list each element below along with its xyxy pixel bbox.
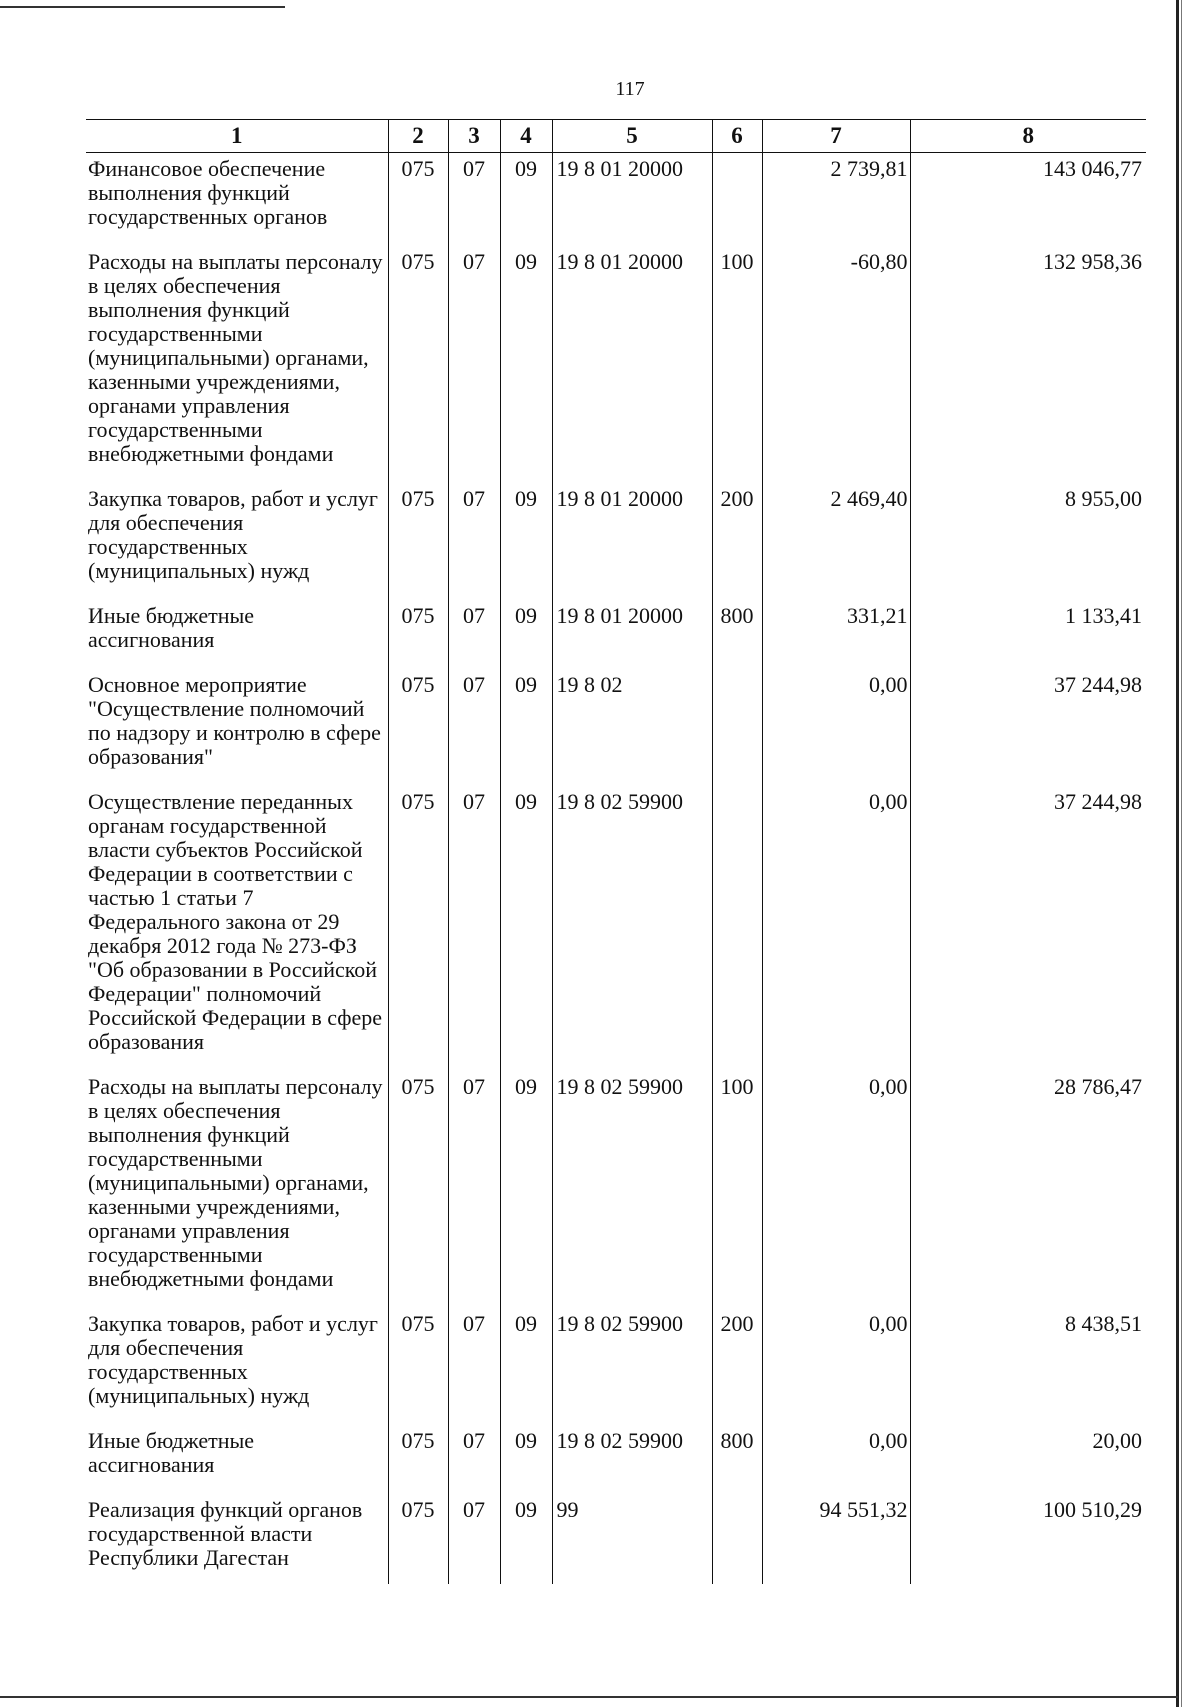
- row-col-5: 19 8 02 59900: [552, 786, 712, 1071]
- row-col-4: 09: [500, 483, 552, 600]
- table-header-row: [86, 120, 1146, 153]
- row-col-8: 28 786,47: [910, 1071, 1146, 1308]
- row-col-4: 09: [500, 1071, 552, 1308]
- row-col-5: 99: [552, 1494, 712, 1584]
- row-col-2: 075: [388, 1308, 448, 1425]
- row-col-7: 0,00: [762, 1071, 910, 1308]
- row-col-8: 132 958,36: [910, 246, 1146, 483]
- table-row: [86, 483, 1146, 600]
- scan-edge-right: [1176, 0, 1179, 1707]
- row-col-3: 07: [448, 246, 500, 483]
- row-col-3: 07: [448, 1071, 500, 1308]
- row-col-5: 19 8 02 59900: [552, 1308, 712, 1425]
- row-col-7: 0,00: [762, 786, 910, 1071]
- row-name: Осуществление переданных органам государственной власти субъектов Российской Федерации в соответствии с частью 1 статьи 7 Федерального закона от 29 декабря 2012 года № 273-ФЗ "Об образовании в Российской Федерации" полномочий Российской Федерации в сфере образования: [86, 786, 388, 1071]
- row-col-4: 09: [500, 669, 552, 786]
- row-col-2: 075: [388, 153, 448, 247]
- row-col-4: 09: [500, 246, 552, 483]
- row-col-3: 07: [448, 1425, 500, 1494]
- row-col-5: 19 8 02 59900: [552, 1071, 712, 1308]
- table-row: [86, 1425, 1146, 1494]
- header-col-2: 2: [388, 120, 448, 153]
- row-col-6: [712, 786, 762, 1071]
- table-row: [86, 600, 1146, 669]
- row-col-8: 143 046,77: [910, 153, 1146, 247]
- row-col-3: 07: [448, 1308, 500, 1425]
- scan-edge-bottom: [0, 1696, 1178, 1698]
- row-name: Реализация функций органов государственной власти Республики Дагестан: [86, 1494, 388, 1584]
- row-col-3: 07: [448, 483, 500, 600]
- table-row: [86, 786, 1146, 1071]
- row-col-6: 200: [712, 483, 762, 600]
- row-col-6: [712, 153, 762, 247]
- page-number: 117: [615, 78, 645, 100]
- header-col-3: 3: [448, 120, 500, 153]
- row-name: Иные бюджетные ассигнования: [86, 600, 388, 669]
- row-col-7: 331,21: [762, 600, 910, 669]
- row-col-6: 800: [712, 600, 762, 669]
- row-col-8: 37 244,98: [910, 669, 1146, 786]
- header-col-5: 5: [552, 120, 712, 153]
- row-col-8: 1 133,41: [910, 600, 1146, 669]
- row-col-4: 09: [500, 1308, 552, 1425]
- row-col-7: 0,00: [762, 1308, 910, 1425]
- row-col-3: 07: [448, 786, 500, 1071]
- row-col-7: 2 469,40: [762, 483, 910, 600]
- row-name: Расходы на выплаты персоналу в целях обеспечения выполнения функций государственными (муниципальными) органами, казенными учреждениями, органами управления государственными внебюджетными фондами: [86, 246, 388, 483]
- row-col-2: 075: [388, 1425, 448, 1494]
- row-name: Иные бюджетные ассигнования: [86, 1425, 388, 1494]
- row-col-4: 09: [500, 786, 552, 1071]
- row-col-2: 075: [388, 600, 448, 669]
- row-col-5: 19 8 01 20000: [552, 246, 712, 483]
- row-name: Закупка товаров, работ и услуг для обеспечения государственных (муниципальных) нужд: [86, 483, 388, 600]
- table-row: [86, 153, 1146, 247]
- header-col-1: 1: [86, 120, 388, 153]
- row-col-5: 19 8 02: [552, 669, 712, 786]
- row-col-6: 100: [712, 1071, 762, 1308]
- row-col-6: 200: [712, 1308, 762, 1425]
- row-col-7: -60,80: [762, 246, 910, 483]
- row-col-3: 07: [448, 600, 500, 669]
- table-row: [86, 246, 1146, 483]
- row-col-4: 09: [500, 153, 552, 247]
- scan-edge-top: [0, 6, 285, 8]
- budget-table: [86, 119, 1146, 1584]
- row-col-4: 09: [500, 600, 552, 669]
- header-col-4: 4: [500, 120, 552, 153]
- row-col-6: [712, 669, 762, 786]
- row-col-3: 07: [448, 1494, 500, 1584]
- row-col-6: 800: [712, 1425, 762, 1494]
- header-col-7: 7: [762, 120, 910, 153]
- row-col-8: 8 438,51: [910, 1308, 1146, 1425]
- row-col-2: 075: [388, 786, 448, 1071]
- row-col-2: 075: [388, 669, 448, 786]
- row-col-2: 075: [388, 1071, 448, 1308]
- row-col-5: 19 8 01 20000: [552, 483, 712, 600]
- row-col-5: 19 8 02 59900: [552, 1425, 712, 1494]
- row-col-4: 09: [500, 1425, 552, 1494]
- row-name: Финансовое обеспечение выполнения функций государственных органов: [86, 153, 388, 247]
- row-col-7: 0,00: [762, 669, 910, 786]
- row-col-8: 100 510,29: [910, 1494, 1146, 1584]
- row-col-7: 0,00: [762, 1425, 910, 1494]
- row-col-7: 2 739,81: [762, 153, 910, 247]
- table-row: [86, 1494, 1146, 1584]
- row-col-3: 07: [448, 669, 500, 786]
- row-col-5: 19 8 01 20000: [552, 153, 712, 247]
- row-col-6: 100: [712, 246, 762, 483]
- row-col-2: 075: [388, 246, 448, 483]
- row-col-2: 075: [388, 1494, 448, 1584]
- table-row: [86, 669, 1146, 786]
- row-col-5: 19 8 01 20000: [552, 600, 712, 669]
- row-name: Расходы на выплаты персоналу в целях обеспечения выполнения функций государственными (муниципальными) органами, казенными учреждениями, органами управления государственными внебюджетными фондами: [86, 1071, 388, 1308]
- row-col-8: 8 955,00: [910, 483, 1146, 600]
- row-name: Закупка товаров, работ и услуг для обеспечения государственных (муниципальных) нужд: [86, 1308, 388, 1425]
- row-col-4: 09: [500, 1494, 552, 1584]
- row-col-8: 20,00: [910, 1425, 1146, 1494]
- row-col-7: 94 551,32: [762, 1494, 910, 1584]
- header-col-6: 6: [712, 120, 762, 153]
- table-row: [86, 1071, 1146, 1308]
- table-row: [86, 1308, 1146, 1425]
- row-col-8: 37 244,98: [910, 786, 1146, 1071]
- row-name: Основное мероприятие "Осуществление полномочий по надзору и контролю в сфере образования": [86, 669, 388, 786]
- scan-edge-right-inner: [1181, 0, 1182, 1707]
- row-col-2: 075: [388, 483, 448, 600]
- row-col-6: [712, 1494, 762, 1584]
- row-col-3: 07: [448, 153, 500, 247]
- header-col-8: 8: [910, 120, 1146, 153]
